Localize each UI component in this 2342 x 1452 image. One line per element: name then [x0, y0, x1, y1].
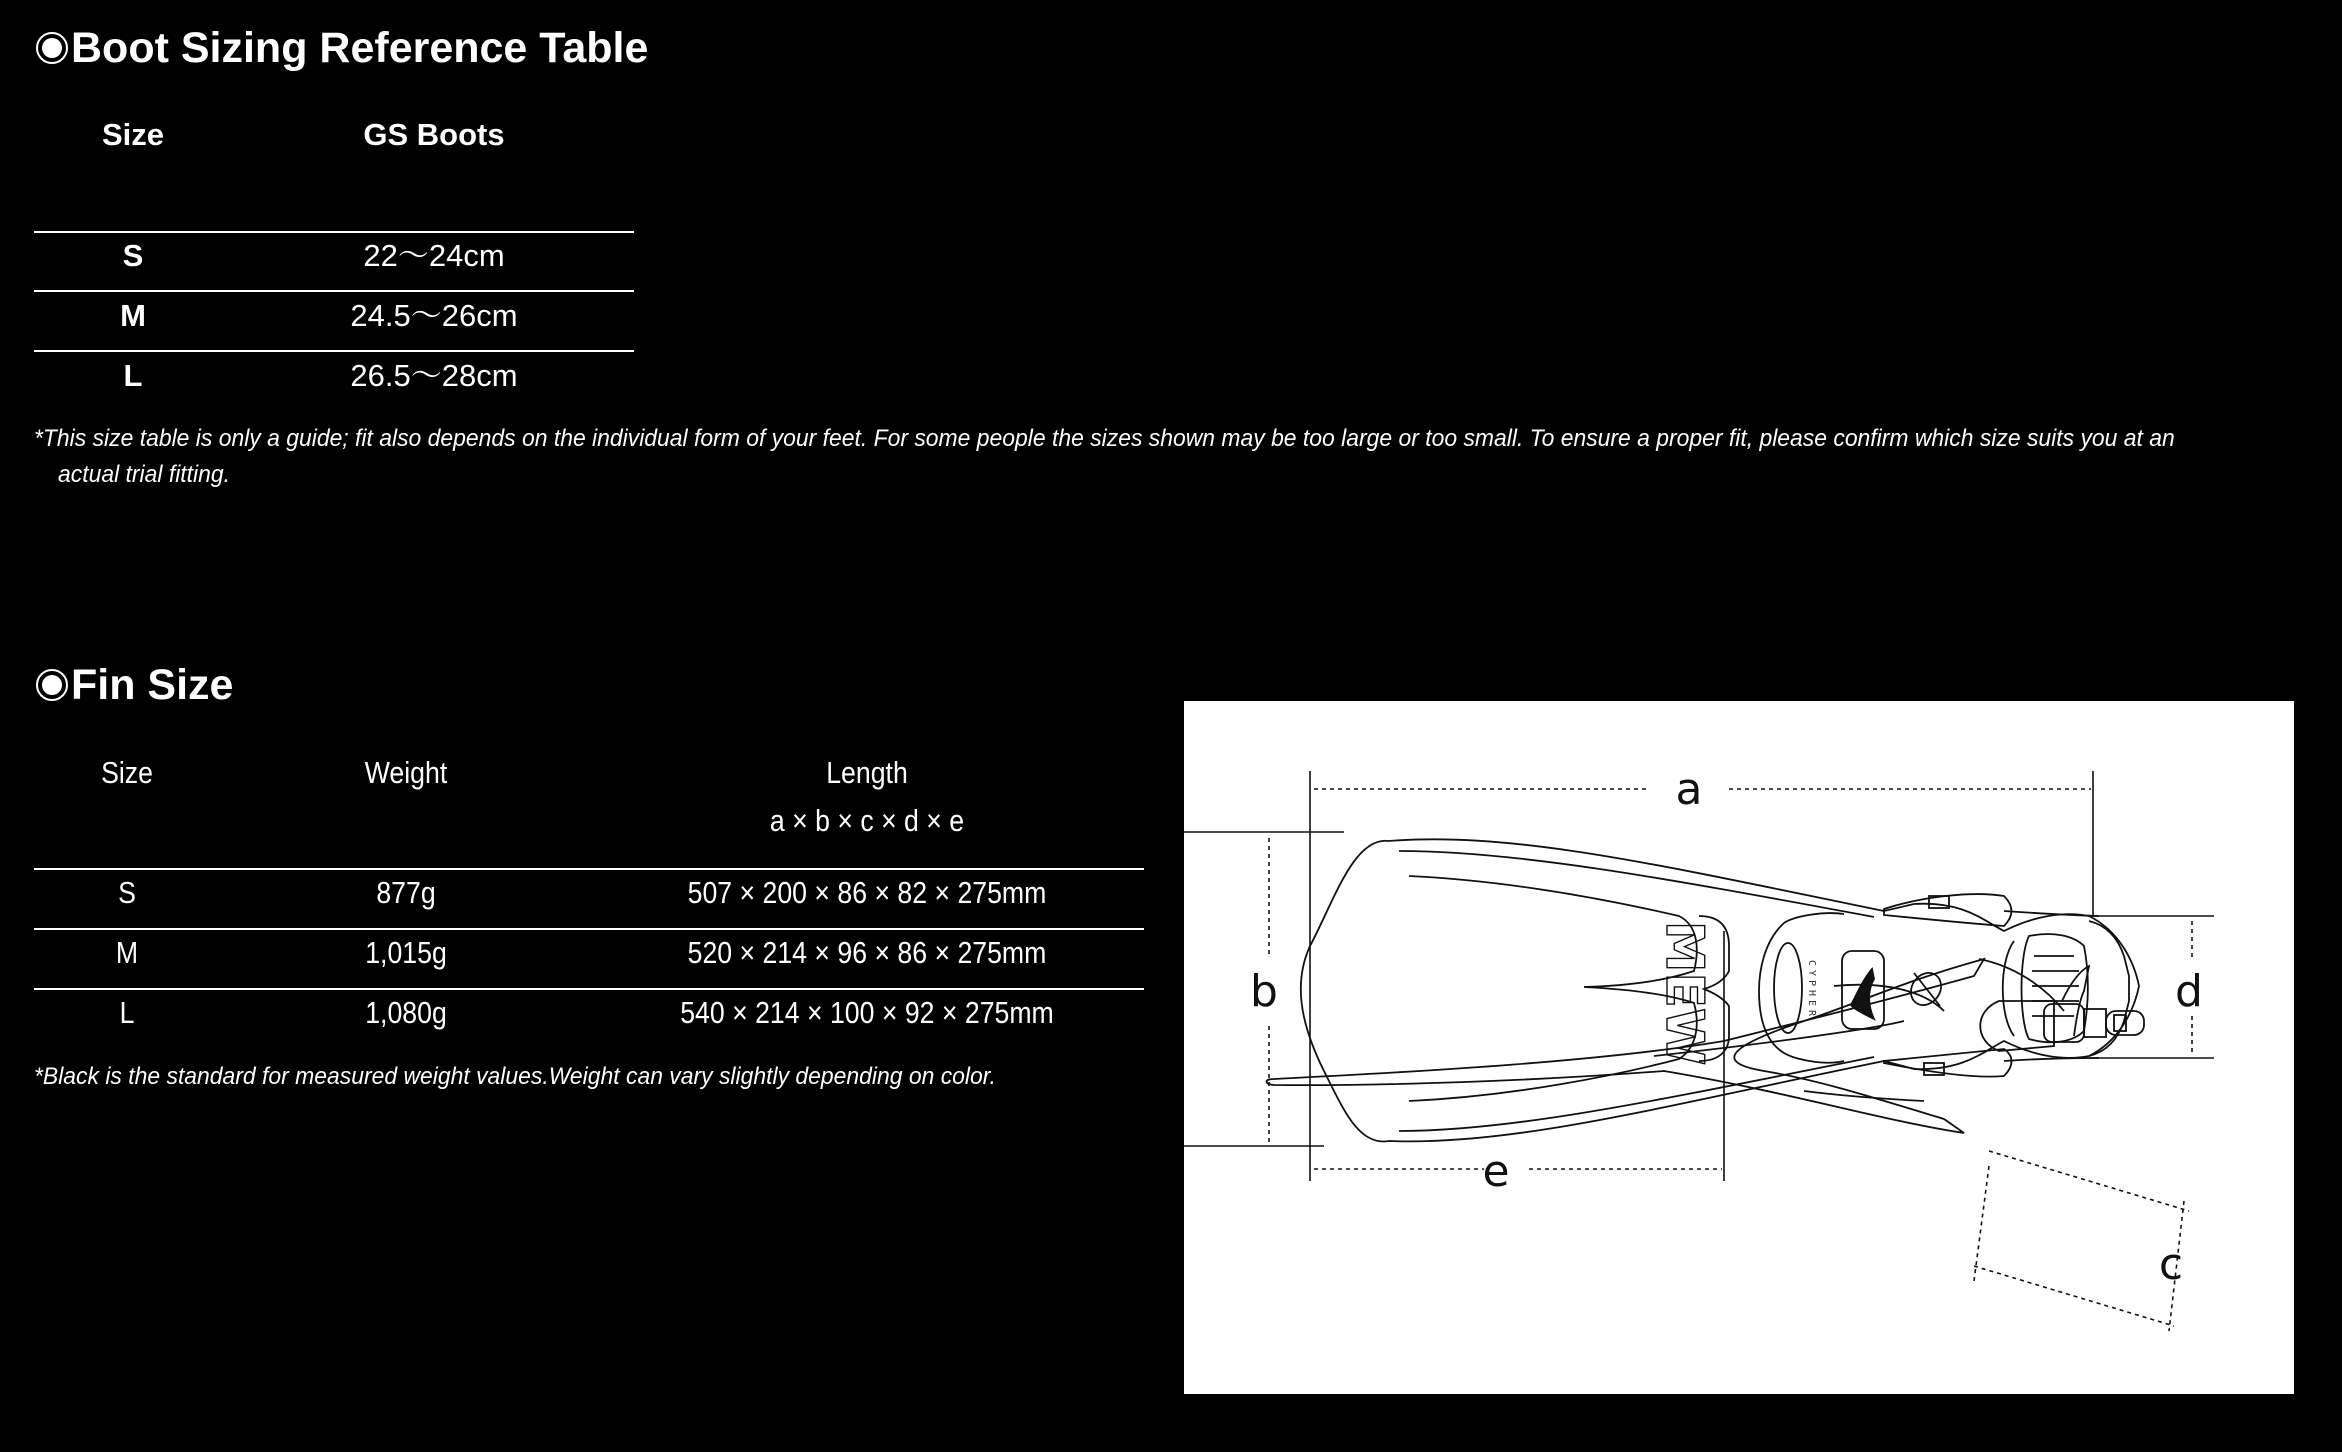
boot-table-divider: [34, 350, 634, 352]
dim-c-dash-inner: [1974, 1166, 1989, 1281]
model-logo-text: CYPHER: [1806, 959, 1817, 1021]
fin-section-title-text: Fin Size: [71, 661, 234, 709]
fin-row-length: [658, 935, 1075, 971]
brand-logo-text: MEW: [1654, 920, 1714, 1066]
fin-row-weight: [372, 875, 441, 911]
fin-row-length-text: 507 × 200 × 86 × 82 × 275mm: [687, 875, 1047, 910]
fin-row-size-text: M: [115, 935, 139, 970]
fin-row-weight-text: 1,080g: [365, 995, 447, 1030]
fin-row-length-text: 520 × 214 × 96 × 86 × 275mm: [687, 935, 1047, 970]
fin-header-length-text: Length: [826, 755, 908, 790]
fin-row-size-text: L: [119, 995, 135, 1030]
boot-note-line2: actual trial fitting.: [58, 461, 230, 488]
fin-header-size-text: Size: [101, 755, 153, 790]
fin-row-weight: [359, 935, 454, 971]
fin-row-weight-text: 1,015g: [365, 935, 447, 970]
boot-header-gs-boots: GS Boots: [363, 117, 505, 152]
fin-line-drawing: [1184, 701, 2294, 1394]
fin-row-size-text: S: [118, 875, 136, 910]
fin-row-size: [118, 995, 135, 1031]
boot-row-size: S: [122, 238, 144, 273]
boot-section-title-text: Boot Sizing Reference Table: [71, 24, 649, 72]
boot-row-range: 22～24cm: [363, 238, 505, 273]
fin-table-divider: [34, 868, 1144, 870]
fin-row-size: [114, 935, 140, 971]
dim-label-b: b: [1250, 966, 1278, 1017]
fin-header-length-formula-text: a × b × c × d × e: [769, 803, 965, 838]
fin-row-length: [658, 875, 1075, 911]
dim-label-e: e: [1482, 1146, 1510, 1197]
fin-header-weight: [358, 755, 454, 791]
boot-row-range: 24.5～26cm: [350, 298, 518, 333]
boot-row-range: 26.5～28cm: [350, 358, 518, 393]
boot-table-divider: [34, 290, 634, 292]
boot-table-divider: [34, 231, 634, 233]
boot-note-line1: *This size table is only a guide; fit also depends on the individual form of your feet. For some people the sizes shown may be too large or too small. To ensure a proper fit, please confirm which size suits you at an: [34, 425, 2175, 452]
boot-row-size: L: [123, 358, 143, 393]
fin-row-length-text: 540 × 214 × 100 × 92 × 275mm: [680, 995, 1054, 1030]
dim-c-dash-top: [1989, 1151, 2189, 1211]
fin-header-size: [97, 755, 157, 791]
fisheye-bullet-icon: [36, 669, 68, 701]
fin-top-view: [1301, 839, 2139, 1141]
fin-section-title: [36, 660, 233, 710]
fin-dimension-diagram: [1184, 701, 2294, 1394]
dim-label-c: c: [2158, 1239, 2184, 1290]
fin-row-weight: [359, 995, 454, 1031]
fin-header-weight-text: Weight: [364, 755, 448, 790]
fin-row-length: [650, 995, 1084, 1031]
fin-table-divider: [34, 988, 1144, 990]
dim-c-dash-bottom: [1974, 1266, 2174, 1326]
fin-row-weight-text: 877g: [376, 875, 436, 910]
fin-header-length-formula: [754, 803, 980, 839]
fin-note: *Black is the standard for measured weight values.Weight can vary slightly depending on color.: [34, 1063, 996, 1090]
fin-row-size: [117, 875, 138, 911]
fin-table-divider: [34, 928, 1144, 930]
boot-section-title: [36, 23, 648, 73]
boot-row-size: M: [120, 298, 146, 333]
boot-header-size: Size: [101, 117, 165, 152]
fisheye-bullet-icon: [36, 32, 68, 64]
dim-label-a: a: [1675, 764, 1703, 815]
dim-label-d: d: [2175, 966, 2203, 1017]
fin-header-length: [820, 755, 915, 791]
